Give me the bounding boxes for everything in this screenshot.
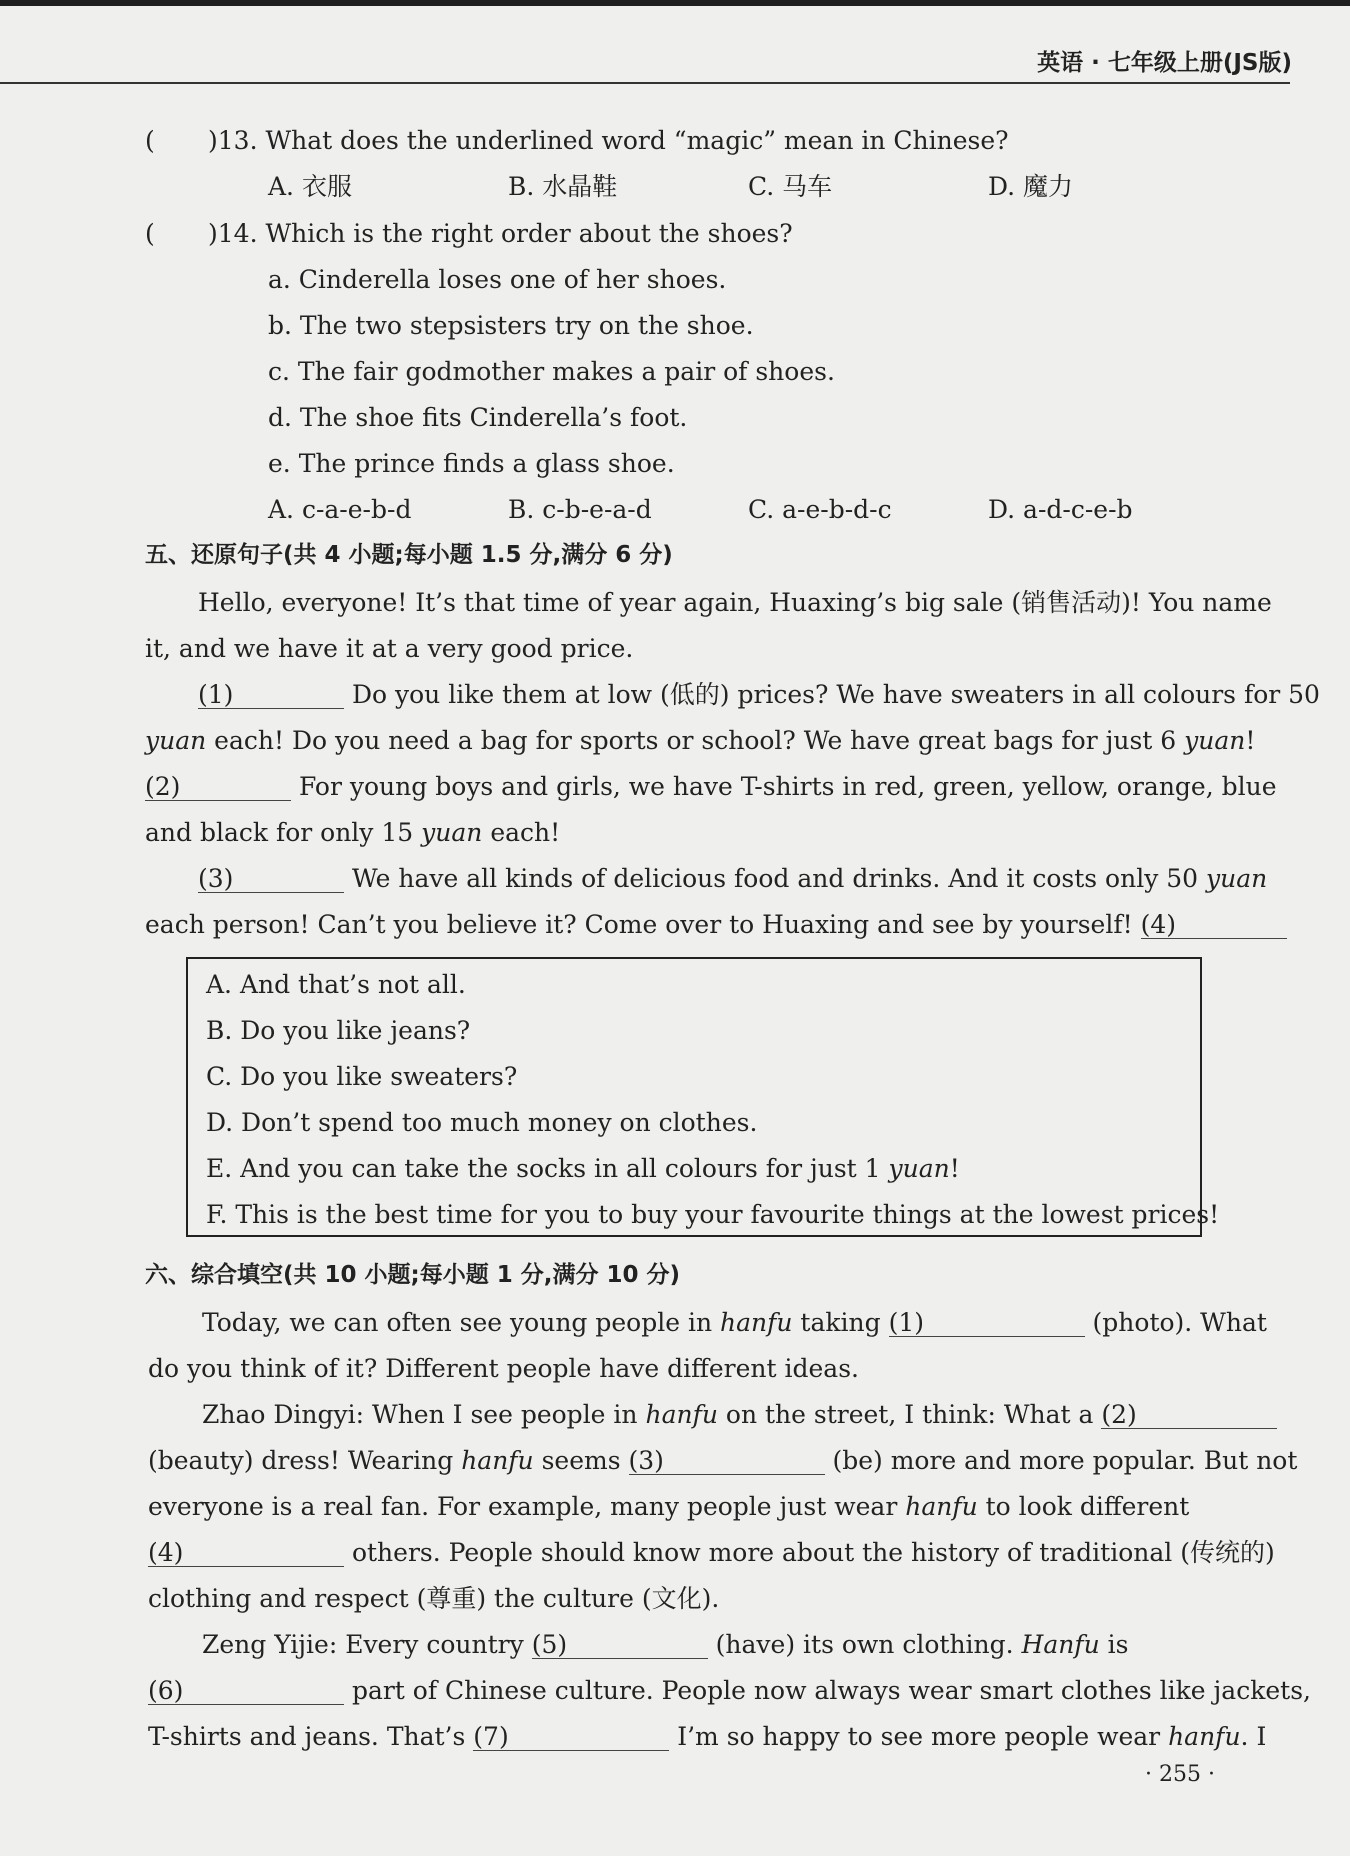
s5-blank-3-label: (3) xyxy=(198,864,234,893)
s6-l10-text3: . I xyxy=(1240,1722,1267,1751)
s5-p2-line3 xyxy=(145,772,1277,802)
s5-p2-line2 xyxy=(145,726,1255,756)
s5-blank-4-label: (4) xyxy=(1140,910,1177,939)
q14-event-c: c. The fair godmother makes a pair of shoes. xyxy=(268,357,835,386)
s6-blank-6[interactable] xyxy=(148,1676,344,1705)
s6-blank-3[interactable] xyxy=(629,1446,825,1475)
s5-p2-text4: and black for only 15 xyxy=(145,818,422,847)
page-number: · 255 · xyxy=(1145,1762,1215,1787)
q14-stem: )14. Which is the right order about the shoes? xyxy=(208,219,793,248)
s6-line7: clothing and respect (尊重) the culture (文化). xyxy=(148,1584,720,1613)
s6-l4-text1: (beauty) dress! Wearing xyxy=(148,1446,462,1475)
q14-paren: ( xyxy=(145,219,155,248)
s6-line9 xyxy=(148,1676,1311,1706)
s6-blank-1-label: (1) xyxy=(888,1308,924,1337)
s6-l8-text3: is xyxy=(1099,1630,1129,1659)
s5-p2-line1 xyxy=(198,680,1320,710)
s6-hanfu-6: hanfu xyxy=(1168,1722,1241,1751)
s5-p3-text1: We have all kinds of delicious food and drinks. And it costs only 50 xyxy=(351,864,1207,893)
s6-l5-text2: to look different xyxy=(977,1492,1190,1521)
q14-option-a: A. c-a-e-b-d xyxy=(268,495,412,524)
s6-blank-2[interactable] xyxy=(1101,1400,1277,1429)
s6-line1 xyxy=(202,1308,1267,1338)
q14-option-c: C. a-e-b-d-c xyxy=(748,495,892,524)
q13-stem: )13. What does the underlined word “magic” mean in Chinese? xyxy=(208,126,1009,155)
s6-blank-5-label: (5) xyxy=(531,1630,568,1659)
s6-l4-text3: (be) more and more popular. But not xyxy=(832,1446,1298,1475)
s6-l1-text1: Today, we can often see young people in xyxy=(202,1308,721,1337)
s6-line6 xyxy=(148,1538,1275,1568)
s5-p2-text3: For young boys and girls, we have T-shirts in red, green, yellow, orange, blue xyxy=(298,772,1277,801)
s5-p1-line2: it, and we have it at a very good price. xyxy=(145,634,634,663)
s6-l10-text1: T-shirts and jeans. That’s xyxy=(148,1722,474,1751)
section6-title: 六、综合填空(共 10 小题;每小题 1 分,满分 10 分) xyxy=(145,1262,681,1288)
section5-title: 五、还原句子(共 4 小题;每小题 1.5 分,满分 6 分) xyxy=(145,542,673,568)
s5-yuan-3: yuan xyxy=(421,818,483,847)
s5-option-d: D. Don’t spend too much money on clothes. xyxy=(206,1108,758,1137)
s6-l1-text2: taking xyxy=(792,1308,889,1337)
s6-l3-text2: on the street, I think: What a xyxy=(717,1400,1102,1429)
q13-option-d: D. 魔力 xyxy=(988,172,1074,201)
running-header: 英语 · 七年级上册(JS版) xyxy=(1037,50,1292,76)
header-rule xyxy=(0,82,1290,84)
s5-blank-2-label: (2) xyxy=(145,772,181,801)
s5-option-c: C. Do you like sweaters? xyxy=(206,1062,518,1091)
s6-line10 xyxy=(148,1722,1266,1752)
q14-event-b: b. The two stepsisters try on the shoe. xyxy=(268,311,754,340)
s6-blank-4-label: (4) xyxy=(148,1538,184,1567)
q14-option-d: D. a-d-c-e-b xyxy=(988,495,1133,524)
s5-blank-2[interactable] xyxy=(145,772,291,801)
s5-p2-text2-end: ! xyxy=(1245,726,1256,755)
s6-blank-5[interactable] xyxy=(532,1630,708,1659)
s5-option-e-text: E. And you can take the socks in all colours for just 1 xyxy=(206,1154,889,1183)
q13-option-c: C. 马车 xyxy=(748,172,833,201)
q14-event-e: e. The prince finds a glass shoe. xyxy=(268,449,675,478)
s6-blank-4[interactable] xyxy=(148,1538,344,1567)
s5-p1-line1: Hello, everyone! It’s that time of year again, Huaxing’s big sale (销售活动)! You name xyxy=(198,588,1272,617)
s5-p2-text1: Do you like them at low (低的) prices? We have sweaters in all colours for 50 xyxy=(351,680,1320,709)
s5-option-b: B. Do you like jeans? xyxy=(206,1016,471,1045)
q14-event-a: a. Cinderella loses one of her shoes. xyxy=(268,265,727,294)
s6-blank-6-label: (6) xyxy=(148,1676,184,1705)
s5-blank-1-label: (1) xyxy=(198,680,234,709)
s6-hanfu-1: hanfu xyxy=(720,1308,793,1337)
s6-l4-text2: seems xyxy=(533,1446,629,1475)
s5-yuan-1: yuan xyxy=(145,726,207,755)
s6-blank-3-label: (3) xyxy=(628,1446,664,1475)
s5-p2-text4-end: each! xyxy=(482,818,561,847)
s5-p2-text2: each! Do you need a bag for sports or school? We have great bags for just 6 xyxy=(206,726,1185,755)
q13-option-b: B. 水晶鞋 xyxy=(508,172,618,201)
s6-l3-text1: Zhao Dingyi: When I see people in xyxy=(202,1400,646,1429)
s6-l9-text: part of Chinese culture. People now always wear smart clothes like jackets, xyxy=(351,1676,1311,1705)
s6-hanfu-3: hanfu xyxy=(461,1446,534,1475)
s6-l5-text1: everyone is a real fan. For example, many people just wear xyxy=(148,1492,906,1521)
top-rule xyxy=(0,0,1350,6)
q14-option-b: B. c-b-e-a-d xyxy=(508,495,652,524)
s6-line2: do you think of it? Different people have different ideas. xyxy=(148,1354,859,1383)
s5-yuan-4: yuan xyxy=(1206,864,1268,893)
s6-line8 xyxy=(202,1630,1129,1660)
s5-option-a: A. And that’s not all. xyxy=(206,970,466,999)
s6-blank-1[interactable] xyxy=(889,1308,1085,1337)
s6-hanfu-2: hanfu xyxy=(645,1400,718,1429)
s6-line5 xyxy=(148,1492,1189,1522)
s6-line4 xyxy=(148,1446,1297,1476)
s5-blank-1[interactable] xyxy=(198,680,344,709)
s6-blank-7[interactable] xyxy=(473,1722,669,1751)
s5-option-e-end: ! xyxy=(949,1154,960,1183)
s6-blank-7-label: (7) xyxy=(473,1722,509,1751)
q13-option-a: A. 衣服 xyxy=(268,172,352,201)
s6-l1-text3: (photo). What xyxy=(1092,1308,1267,1337)
s6-line3 xyxy=(202,1400,1277,1430)
s5-p2-line4 xyxy=(145,818,560,848)
s5-option-e xyxy=(206,1154,960,1184)
q14-event-d: d. The shoe fits Cinderella’s foot. xyxy=(268,403,688,432)
s5-p3-text2: each person! Can’t you believe it? Come over to Huaxing and see by yourself! xyxy=(145,910,1133,939)
s6-l10-text2: I’m so happy to see more people wear xyxy=(677,1722,1169,1751)
s6-l6-text: others. People should know more about the history of traditional (传统的) xyxy=(351,1538,1275,1567)
s5-option-e-yuan: yuan xyxy=(888,1154,950,1183)
s6-hanfu-4: hanfu xyxy=(905,1492,978,1521)
s6-l8-text2: (have) its own clothing. xyxy=(715,1630,1022,1659)
q13-paren: ( xyxy=(145,126,155,155)
s5-p3-line2 xyxy=(145,910,1287,940)
s5-option-f: F. This is the best time for you to buy your favourite things at the lowest prices! xyxy=(206,1200,1220,1229)
s6-l8-text1: Zeng Yijie: Every country xyxy=(202,1630,532,1659)
s5-blank-4[interactable] xyxy=(1141,910,1287,939)
s6-blank-2-label: (2) xyxy=(1101,1400,1137,1429)
s5-yuan-2: yuan xyxy=(1184,726,1246,755)
s6-hanfu-5: Hanfu xyxy=(1021,1630,1100,1659)
s5-p3-line1 xyxy=(198,864,1267,894)
s5-blank-3[interactable] xyxy=(198,864,344,893)
